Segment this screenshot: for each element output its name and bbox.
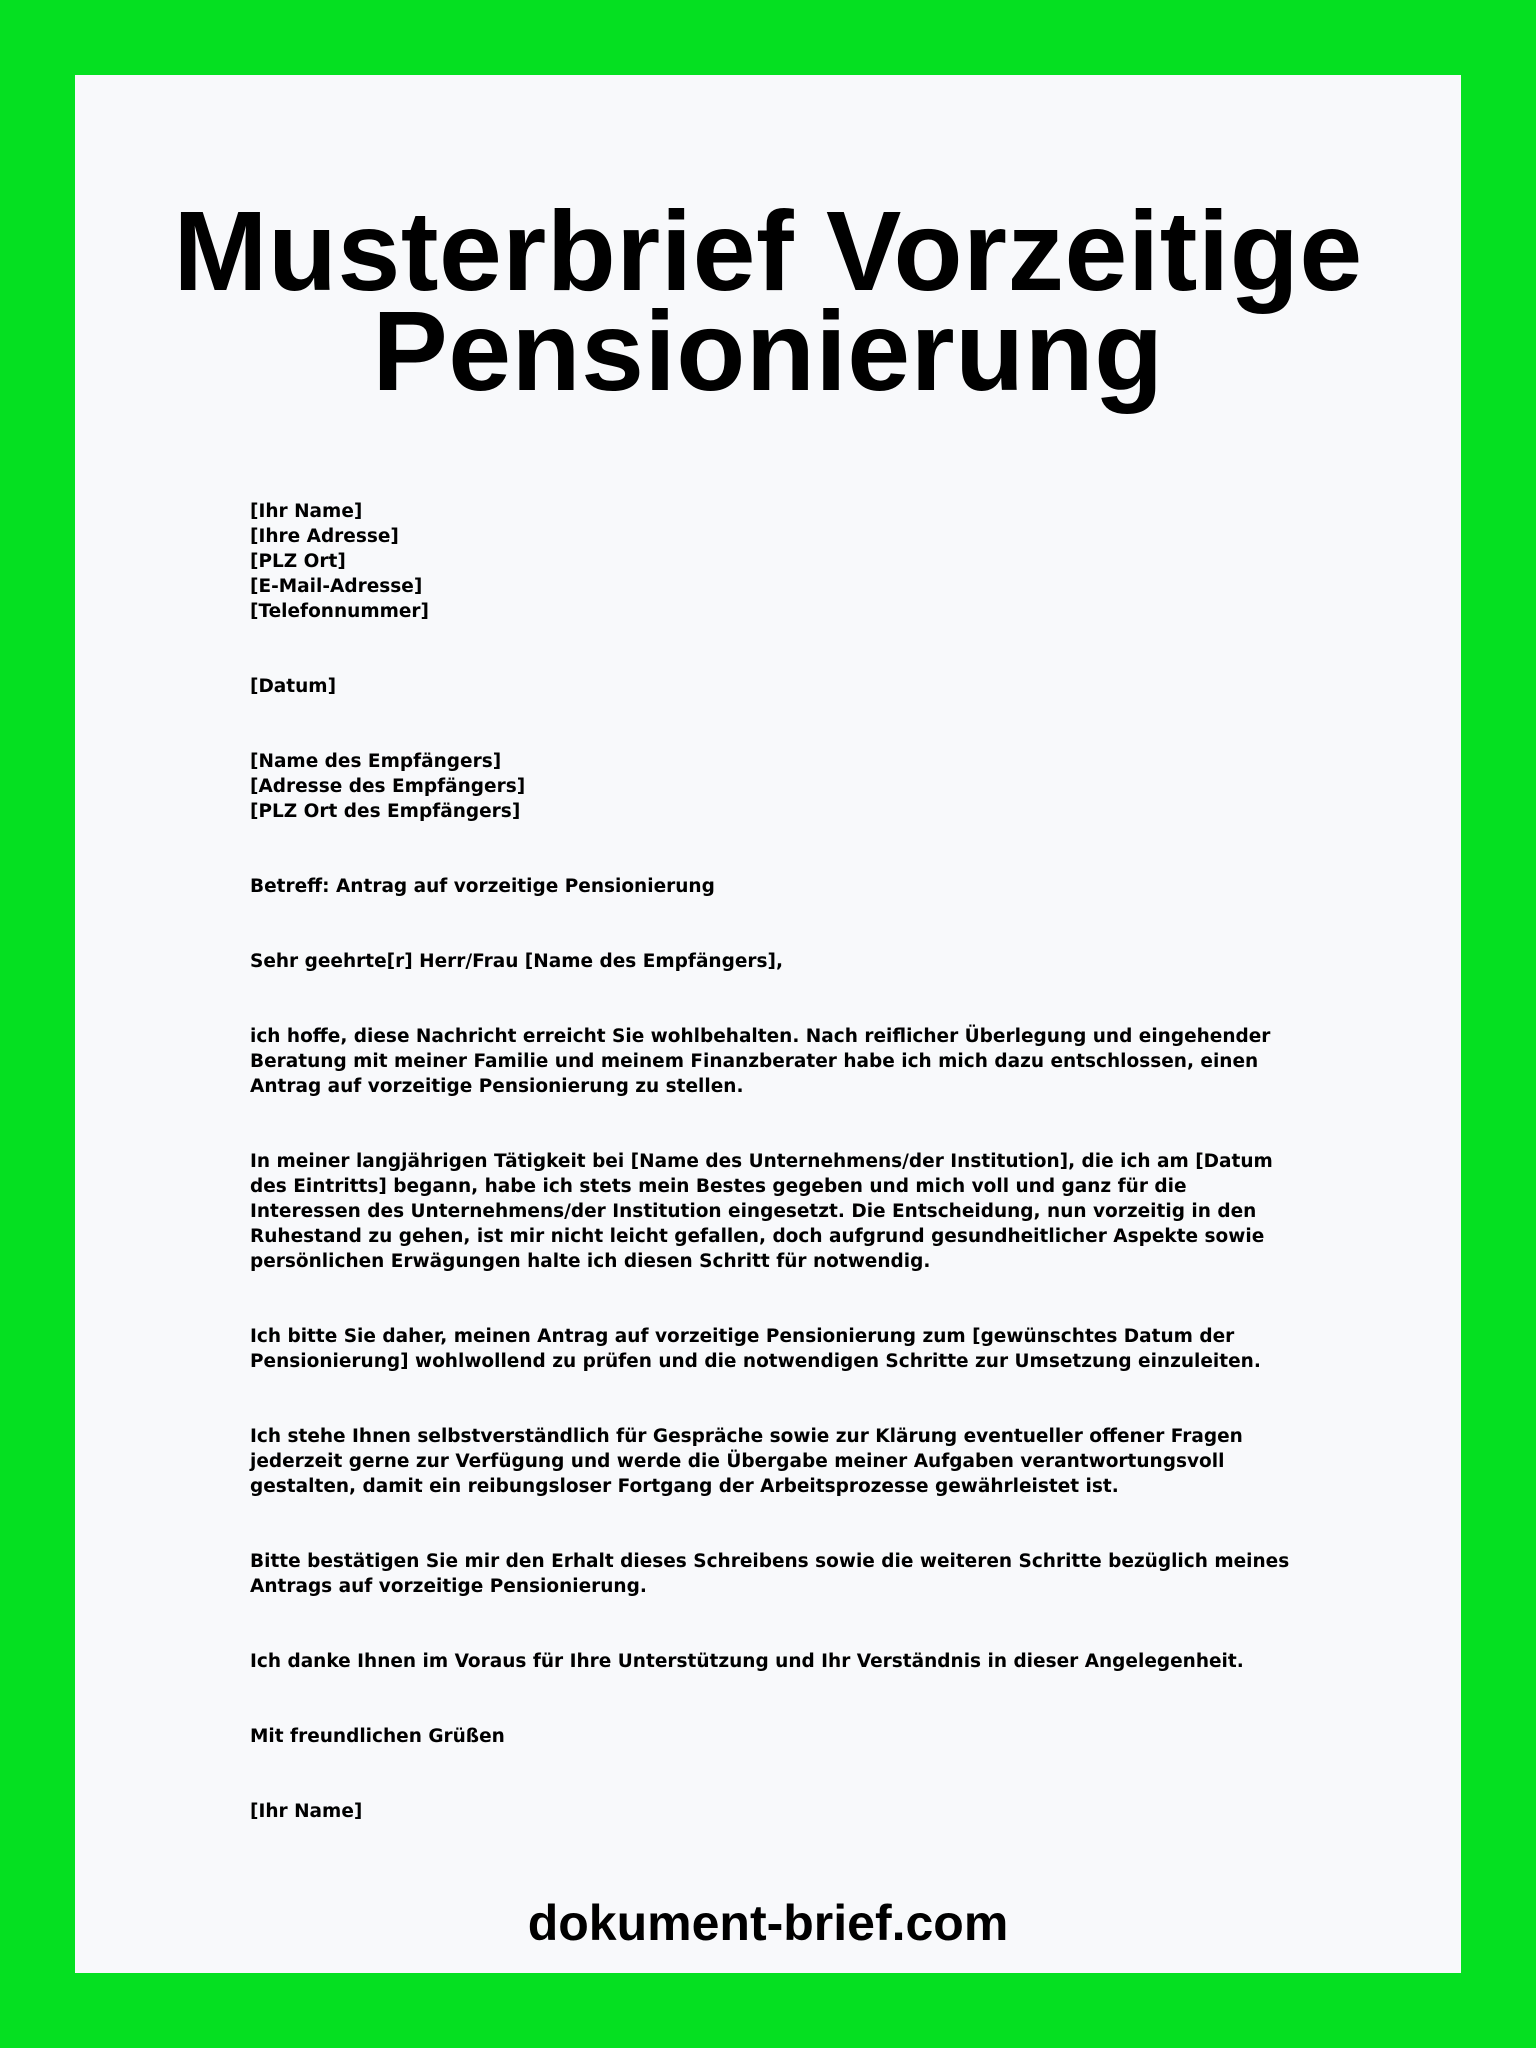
sender-block (250, 499, 1290, 624)
letter-date: [Datum] (250, 676, 337, 697)
paragraph-request: Ich bitte Sie daher, meinen Antrag auf vorzeitige Pensionierung zum [gewünschtes Datum der Pensionierung] wohlwollend zu prüfen und die notwendigen Schritte zur Umsetzung einzuleiten. (250, 1326, 1261, 1372)
paragraph-intro: ich hoffe, diese Nachricht erreicht Sie wohlbehalten. Nach reiflicher Überlegung und eingehender Beratung mit meiner Familie und meinem Finanzberater habe ich mich dazu entschlossen, einen Antrag auf vorzeitige Pensionierung zu stellen. (250, 1026, 1271, 1097)
spacer (250, 1099, 1290, 1149)
sender-email: [E-Mail-Adresse] (250, 576, 423, 597)
sender-name: [Ihr Name] (250, 501, 363, 522)
paragraph-thanks: Ich danke Ihnen im Voraus für Ihre Unterstützung und Ihr Verständnis in dieser Angelegenheit. (250, 1651, 1244, 1672)
spacer (250, 1499, 1290, 1549)
letter-page (75, 75, 1461, 1973)
spacer (250, 1749, 1290, 1799)
spacer (250, 974, 1290, 1024)
letter-signature: [Ihr Name] (250, 1801, 363, 1822)
sender-city: [PLZ Ort] (250, 551, 346, 572)
paragraph-availability: Ich stehe Ihnen selbstverständlich für Gespräche sowie zur Klärung eventueller offener Fragen jederzeit gerne zur Verfügung und werde die Übergabe meiner Aufgaben verantwortungsvoll gestalten, damit ein reibungsloser Fortgang der Arbeitsprozesse gewährleistet ist. (250, 1426, 1243, 1497)
title-line-2: Pensionierung (372, 288, 1164, 414)
letter-salutation: Sehr geehrte[r] Herr/Frau [Name des Empfängers], (250, 951, 784, 972)
paragraph-confirmation: Bitte bestätigen Sie mir den Erhalt dieses Schreibens sowie die weiteren Schritte bezüglich meines Antrags auf vorzeitige Pensionierung. (250, 1551, 1290, 1597)
footer-site-name: dokument-brief.com (527, 1895, 1009, 1951)
letter-closing: Mit freundlichen Grüßen (250, 1726, 505, 1747)
title-line-1: Musterbrief Vorzeitige (173, 188, 1363, 314)
letter-subject: Betreff: Antrag auf vorzeitige Pensionierung (250, 876, 715, 897)
letter-body (250, 499, 1290, 1824)
spacer (250, 1374, 1290, 1424)
page-title (75, 188, 1461, 414)
spacer (250, 1674, 1290, 1724)
spacer (250, 1274, 1290, 1324)
spacer (250, 899, 1290, 949)
spacer (250, 824, 1290, 874)
recipient-city: [PLZ Ort des Empfängers] (250, 801, 521, 822)
paragraph-background: In meiner langjährigen Tätigkeit bei [Name des Unternehmens/der Institution], die ich am [Datum des Eintritts] begann, habe ich stets mein Bestes gegeben und mich voll und ganz für die Interessen des Unternehmens/der Institution eingesetzt. Die Entscheidung, nun vorzeitig in den Ruhestand zu gehen, ist mir nicht leicht gefallen, doch aufgrund gesundheitlicher Aspekte sowie persönlichen Erwägungen halte ich diesen Schritt für notwendig. (250, 1151, 1273, 1272)
recipient-block (250, 749, 1290, 824)
spacer (250, 699, 1290, 749)
sender-address: [Ihre Adresse] (250, 526, 399, 547)
spacer (250, 1599, 1290, 1649)
recipient-address: [Adresse des Empfängers] (250, 776, 526, 797)
recipient-name: [Name des Empfängers] (250, 751, 502, 772)
sender-phone: [Telefonnummer] (250, 601, 430, 622)
spacer (250, 624, 1290, 674)
